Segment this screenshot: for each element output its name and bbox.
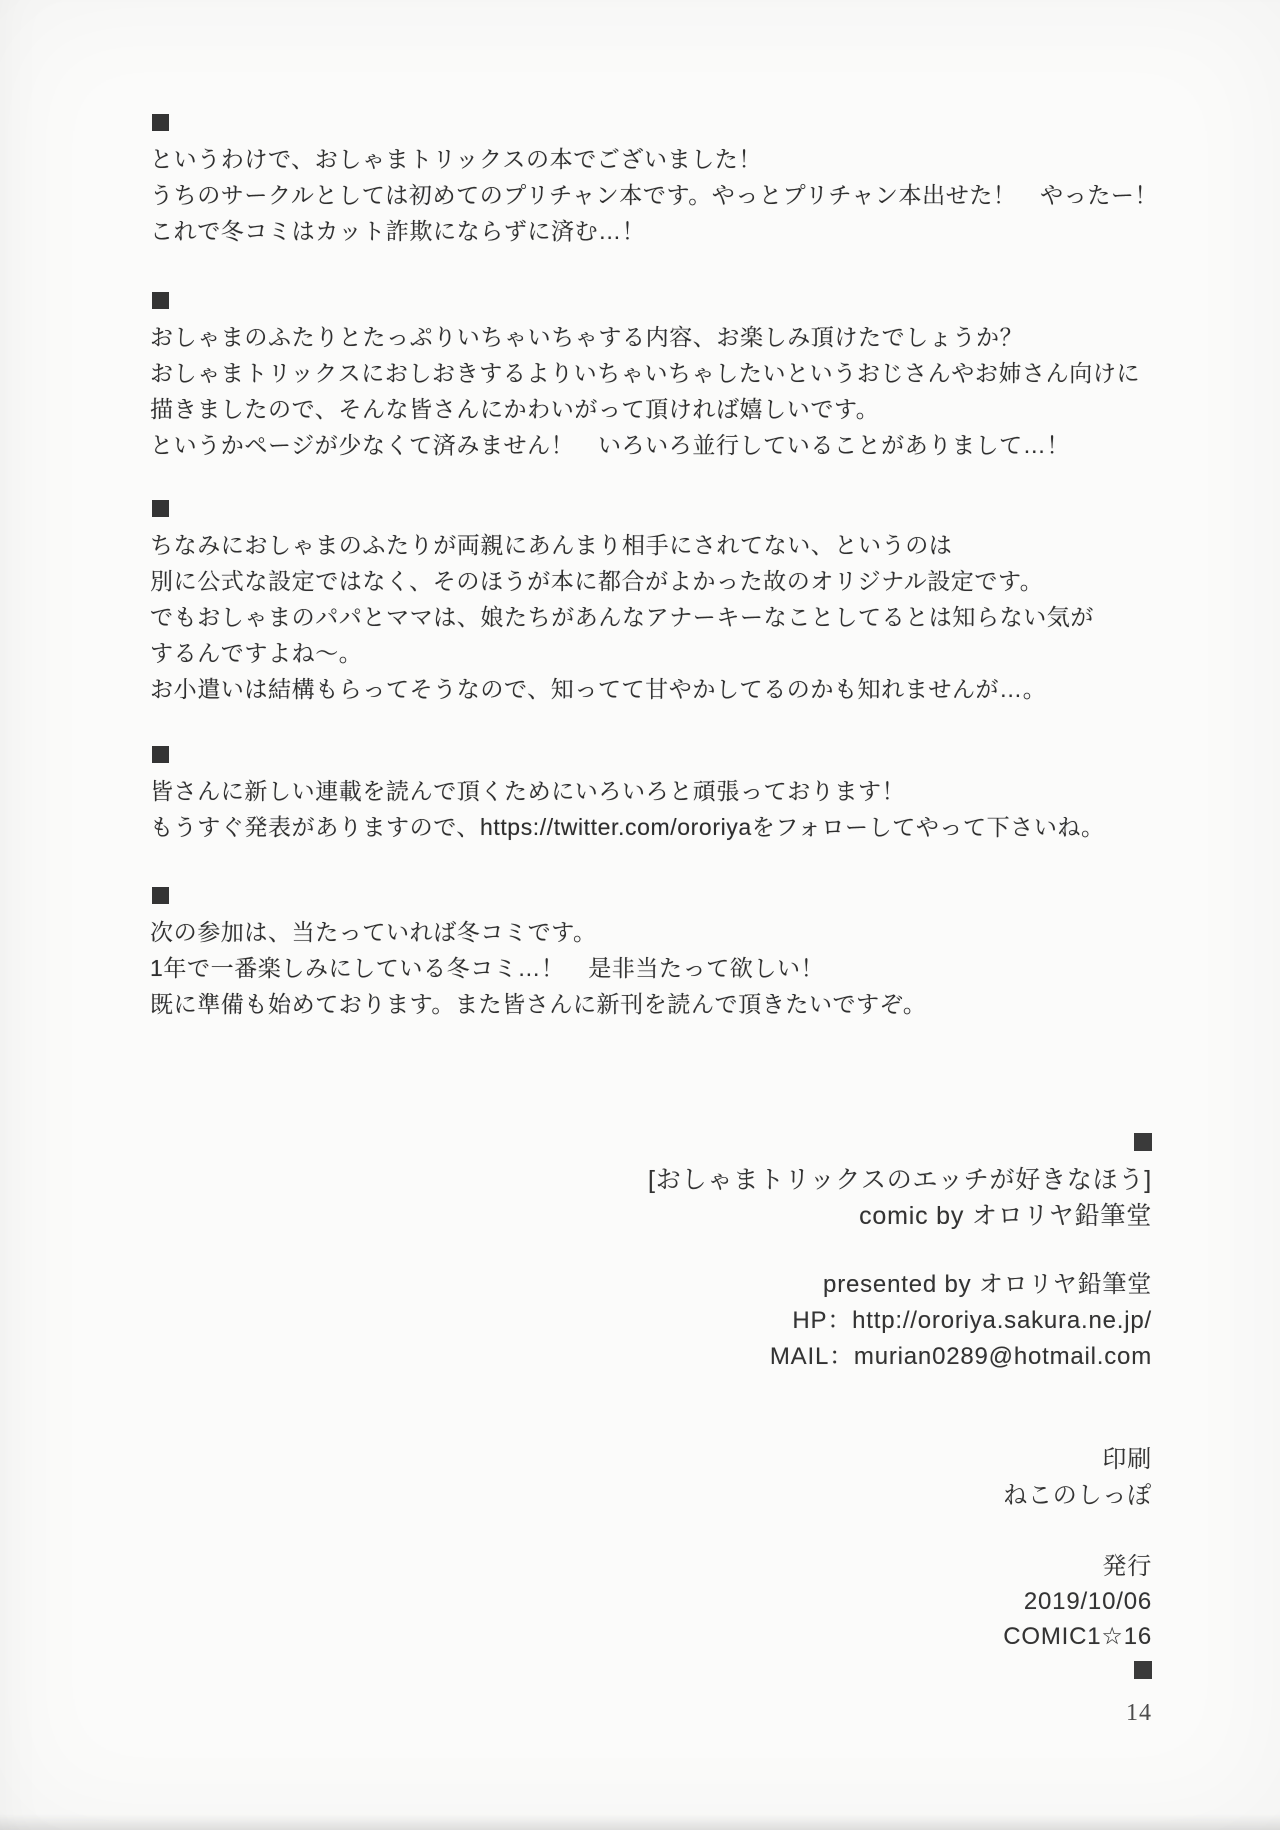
comic-by-credit: comic by オロリヤ鉛筆堂 xyxy=(859,1202,1152,1230)
afterword-line: 描きましたので、そんな皆さんにかわいがって頂ければ嬉しいです。 xyxy=(150,396,880,422)
afterword-line: うちのサークルとしては初めてのプリチャン本です。やっとプリチャン本出せた！ やったー！ xyxy=(150,182,1159,208)
homepage-url: HP：http://ororiya.sakura.ne.jp/ xyxy=(792,1307,1152,1334)
bullet-square-icon xyxy=(152,114,169,131)
afterword-line: するんですよね〜。 xyxy=(150,640,363,666)
afterword-line: 別に公式な設定ではなく、そのほうが本に都合がよかった故のオリジナル設定です。 xyxy=(150,568,1044,594)
colophon-printing-group xyxy=(1003,1442,1152,1514)
afterword-line: 1年で一番楽しみにしている冬コミ…！ 是非当たって欲しい！ xyxy=(150,955,825,981)
afterword-line: というわけで、おしゃまトリックスの本でございました！ xyxy=(150,146,762,172)
page-number: 14 xyxy=(1126,1700,1152,1726)
publication-label: 発行 xyxy=(1102,1553,1152,1580)
bullet-square-icon xyxy=(152,746,169,763)
book-title: [おしゃまトリックスのエッチが好きなほう] xyxy=(648,1166,1152,1194)
mail-address: MAIL：murian0289@hotmail.com xyxy=(769,1343,1152,1370)
colophon-contact-group xyxy=(770,1267,1152,1375)
event-name: COMIC1☆16 xyxy=(1003,1623,1152,1650)
afterword-line: おしゃまのふたりとたっぷりいちゃいちゃする内容、お楽しみ頂けたでしょうか？ xyxy=(150,324,1024,350)
bullet-square-icon xyxy=(152,500,169,517)
afterword-line: 次の参加は、当たっていれば冬コミです。 xyxy=(150,919,597,945)
afterword-block-4 xyxy=(150,746,1105,845)
afterword-line: というかページが少なくて済みません！ いろいろ並行していることがありまして…！ xyxy=(150,432,1070,458)
colophon-publication-group xyxy=(1003,1549,1152,1654)
bullet-square-icon xyxy=(1134,1661,1152,1679)
bullet-square-icon xyxy=(152,292,169,309)
afterword-line: もうすぐ発表がありますので、https://twitter.com/ororiyaをフォローしてやって下さいね。 xyxy=(150,814,1105,840)
afterword-block-1 xyxy=(150,114,1158,249)
afterword-block-2 xyxy=(150,292,1140,463)
afterword-line: これで冬コミはカット詐欺にならずに済む…！ xyxy=(150,218,646,244)
colophon-title-group xyxy=(648,1162,1152,1234)
afterword-line: 皆さんに新しい連載を読んで頂くためにいろいろと頑張っております！ xyxy=(150,778,906,804)
afterword-block-5 xyxy=(150,887,927,1022)
bullet-square-icon xyxy=(152,887,169,904)
afterword-line: おしゃまトリックスにおしおきするよりいちゃいちゃしたいというおじさんやお姉さん向けに xyxy=(150,360,1141,386)
afterword-line: お小遣いは結構もらってそうなので、知ってて甘やかしてるのかも知れませんが…。 xyxy=(150,676,1047,702)
publication-date: 2019/10/06 xyxy=(1023,1588,1152,1615)
afterword-line: でもおしゃまのパパとママは、娘たちがあんなアナーキーなことしてるとは知らない気が xyxy=(150,604,1094,630)
presented-by-credit: presented by オロリヤ鉛筆堂 xyxy=(823,1271,1152,1298)
afterword-line: ちなみにおしゃまのふたりが両親にあんまり相手にされてない、というのは xyxy=(150,532,953,558)
printing-company: ねこのしっぽ xyxy=(1003,1482,1152,1509)
bullet-square-icon xyxy=(1134,1133,1152,1151)
afterword-block-3 xyxy=(150,500,1094,707)
printing-label: 印刷 xyxy=(1102,1446,1152,1473)
afterword-line: 既に準備も始めております。また皆さんに新刊を読んで頂きたいですぞ。 xyxy=(150,991,927,1017)
